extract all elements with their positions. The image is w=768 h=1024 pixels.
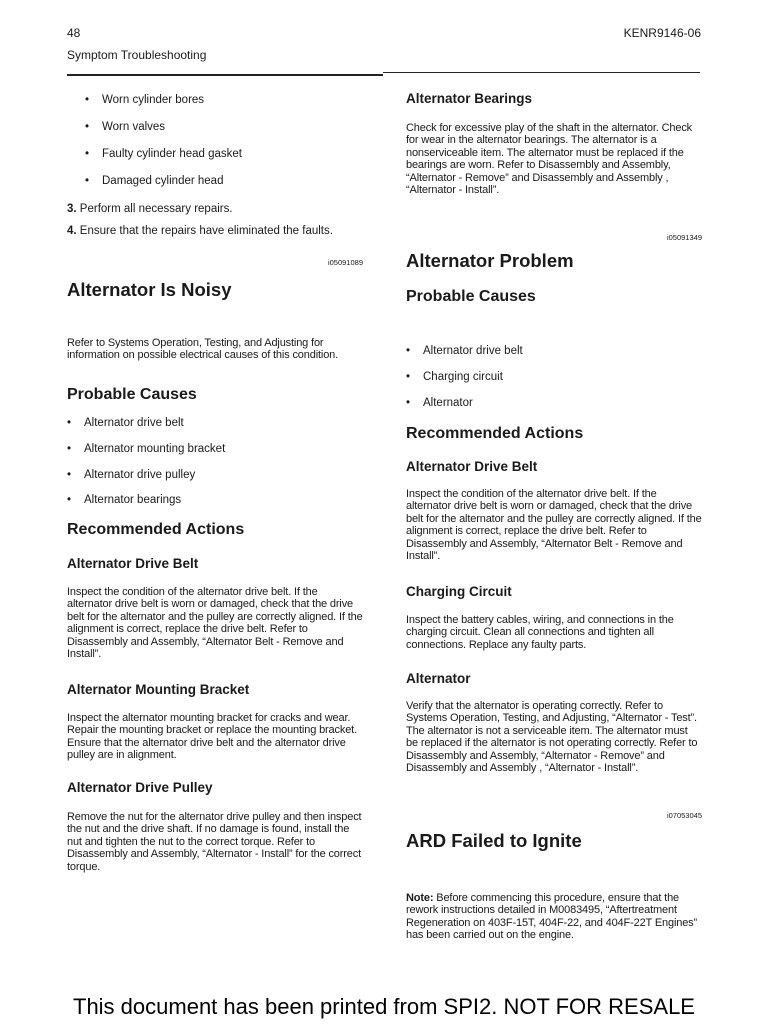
alternator-heading: Alternator [406, 671, 471, 686]
page-number: 48 [67, 26, 81, 40]
list-item: • Faulty cylinder head gasket [85, 148, 242, 160]
document-id: KENR9146-06 [623, 26, 701, 40]
list-item: • Alternator drive belt [406, 345, 523, 357]
list-item: • Alternator bearings [67, 494, 182, 506]
probable-causes-heading: Probable Causes [406, 288, 536, 305]
list-item: • Alternator drive belt [67, 417, 184, 429]
step-3: 3. Perform all necessary repairs. [67, 203, 233, 215]
intro-paragraph: Refer to Systems Operation, Testing, and Adjusting for information on possible electrical causes of this condition. [67, 337, 339, 362]
list-item: • Alternator mounting bracket [67, 443, 226, 455]
drive-belt-paragraph: Inspect the condition of the alternator drive belt. If the alternator drive belt is worn or damaged, check that the drive belt for the alternator and the pulley are correctly aligned. If the alignment is correct, replace the drive belt. Refer to Disassembly and Assembly, “Alternator Belt - Remove and Install”. [406, 488, 702, 563]
list-item: • Alternator drive pulley [67, 469, 196, 481]
header-rule-right [383, 72, 700, 73]
reference-id: i05091349 [666, 233, 702, 242]
recommended-actions-heading: Recommended Actions [406, 425, 584, 442]
list-item: • Charging circuit [406, 371, 503, 383]
drive-pulley-paragraph: Remove the nut for the alternator drive pulley and then inspect the nut and the drive shaft. If no damage is found, install the nut and tighten the nut to the correct torque. Refer to Disassembly and Assembly, “Alternator - Install” for the correct torque. [67, 811, 362, 873]
drive-pulley-heading: Alternator Drive Pulley [67, 780, 213, 795]
drive-belt-heading: Alternator Drive Belt [406, 459, 538, 474]
mounting-bracket-paragraph: Inspect the alternator mounting bracket for cracks and wear. Repair the mounting bracket or replace the mounting bracket. Ensure that the alternator drive belt and the alternator drive pulley are in alignment. [67, 712, 357, 762]
list-item: • Worn cylinder bores [85, 94, 205, 106]
probable-causes-heading: Probable Causes [67, 386, 197, 403]
list-item: • Alternator [406, 397, 473, 409]
charging-circuit-heading: Charging Circuit [406, 584, 512, 599]
reference-id: i07053045 [666, 811, 702, 820]
bearings-paragraph: Check for excessive play of the shaft in the alternator. Check for wear in the alternator bearings. The alternator is a nonserviceable item. The alternator must be replaced if the bearings are worn. Refer to Disassembly and Assembly, “Alternator - Remove” and Disassembly and Assembly , “Alternator - Install”. [406, 122, 693, 197]
resale-notice: This document has been printed from SPI2. NOT FOR RESALE [73, 994, 695, 1019]
section-title-alternator-problem: Alternator Problem [406, 250, 574, 271]
mounting-bracket-heading: Alternator Mounting Bracket [67, 682, 250, 697]
list-item: • Worn valves [85, 121, 166, 133]
drive-belt-paragraph: Inspect the condition of the alternator drive belt. If the alternator drive belt is worn or damaged, check that the drive belt for the alternator and the pulley are correctly aligned. If the alignment is correct, replace the drive belt. Refer to Disassembly and Assembly, “Alternator Belt - Remove and Install”. [67, 586, 363, 661]
step-4: 4. Ensure that the repairs have eliminated the faults. [67, 225, 333, 237]
note-paragraph: Note: Before commencing this procedure, ensure that the rework instructions detailed in M0083495, “Aftertreatment Regeneration on 403F-15T, 404F-22, and 404F-22T Engines” has been carried out on the engine. [406, 892, 698, 942]
drive-belt-heading: Alternator Drive Belt [67, 556, 199, 571]
reference-id: i05091089 [327, 258, 363, 267]
alternator-paragraph: Verify that the alternator is operating correctly. Refer to Systems Operation, Testing, and Adjusting, “Alternator - Test”. The alternator is not a serviceable item. The alternator must be replaced if the alternator is not operating correctly. Refer to Disassembly and Assembly, “Alternator - Remove” and Disassembly and Assembly , “Alternator - Install”. [406, 700, 698, 775]
section-title-alternator-noisy: Alternator Is Noisy [67, 279, 232, 300]
section-title-ard-failed: ARD Failed to Ignite [406, 830, 582, 851]
list-item: • Damaged cylinder head [85, 175, 224, 187]
running-section-title: Symptom Troubleshooting [67, 48, 207, 62]
charging-circuit-paragraph: Inspect the battery cables, wiring, and connections in the charging circuit. Clean all connections and tighten all connections. Replace any faulty parts. [406, 614, 674, 651]
header-rule-left [67, 74, 383, 76]
recommended-actions-heading: Recommended Actions [67, 521, 245, 538]
bearings-heading: Alternator Bearings [406, 91, 533, 106]
